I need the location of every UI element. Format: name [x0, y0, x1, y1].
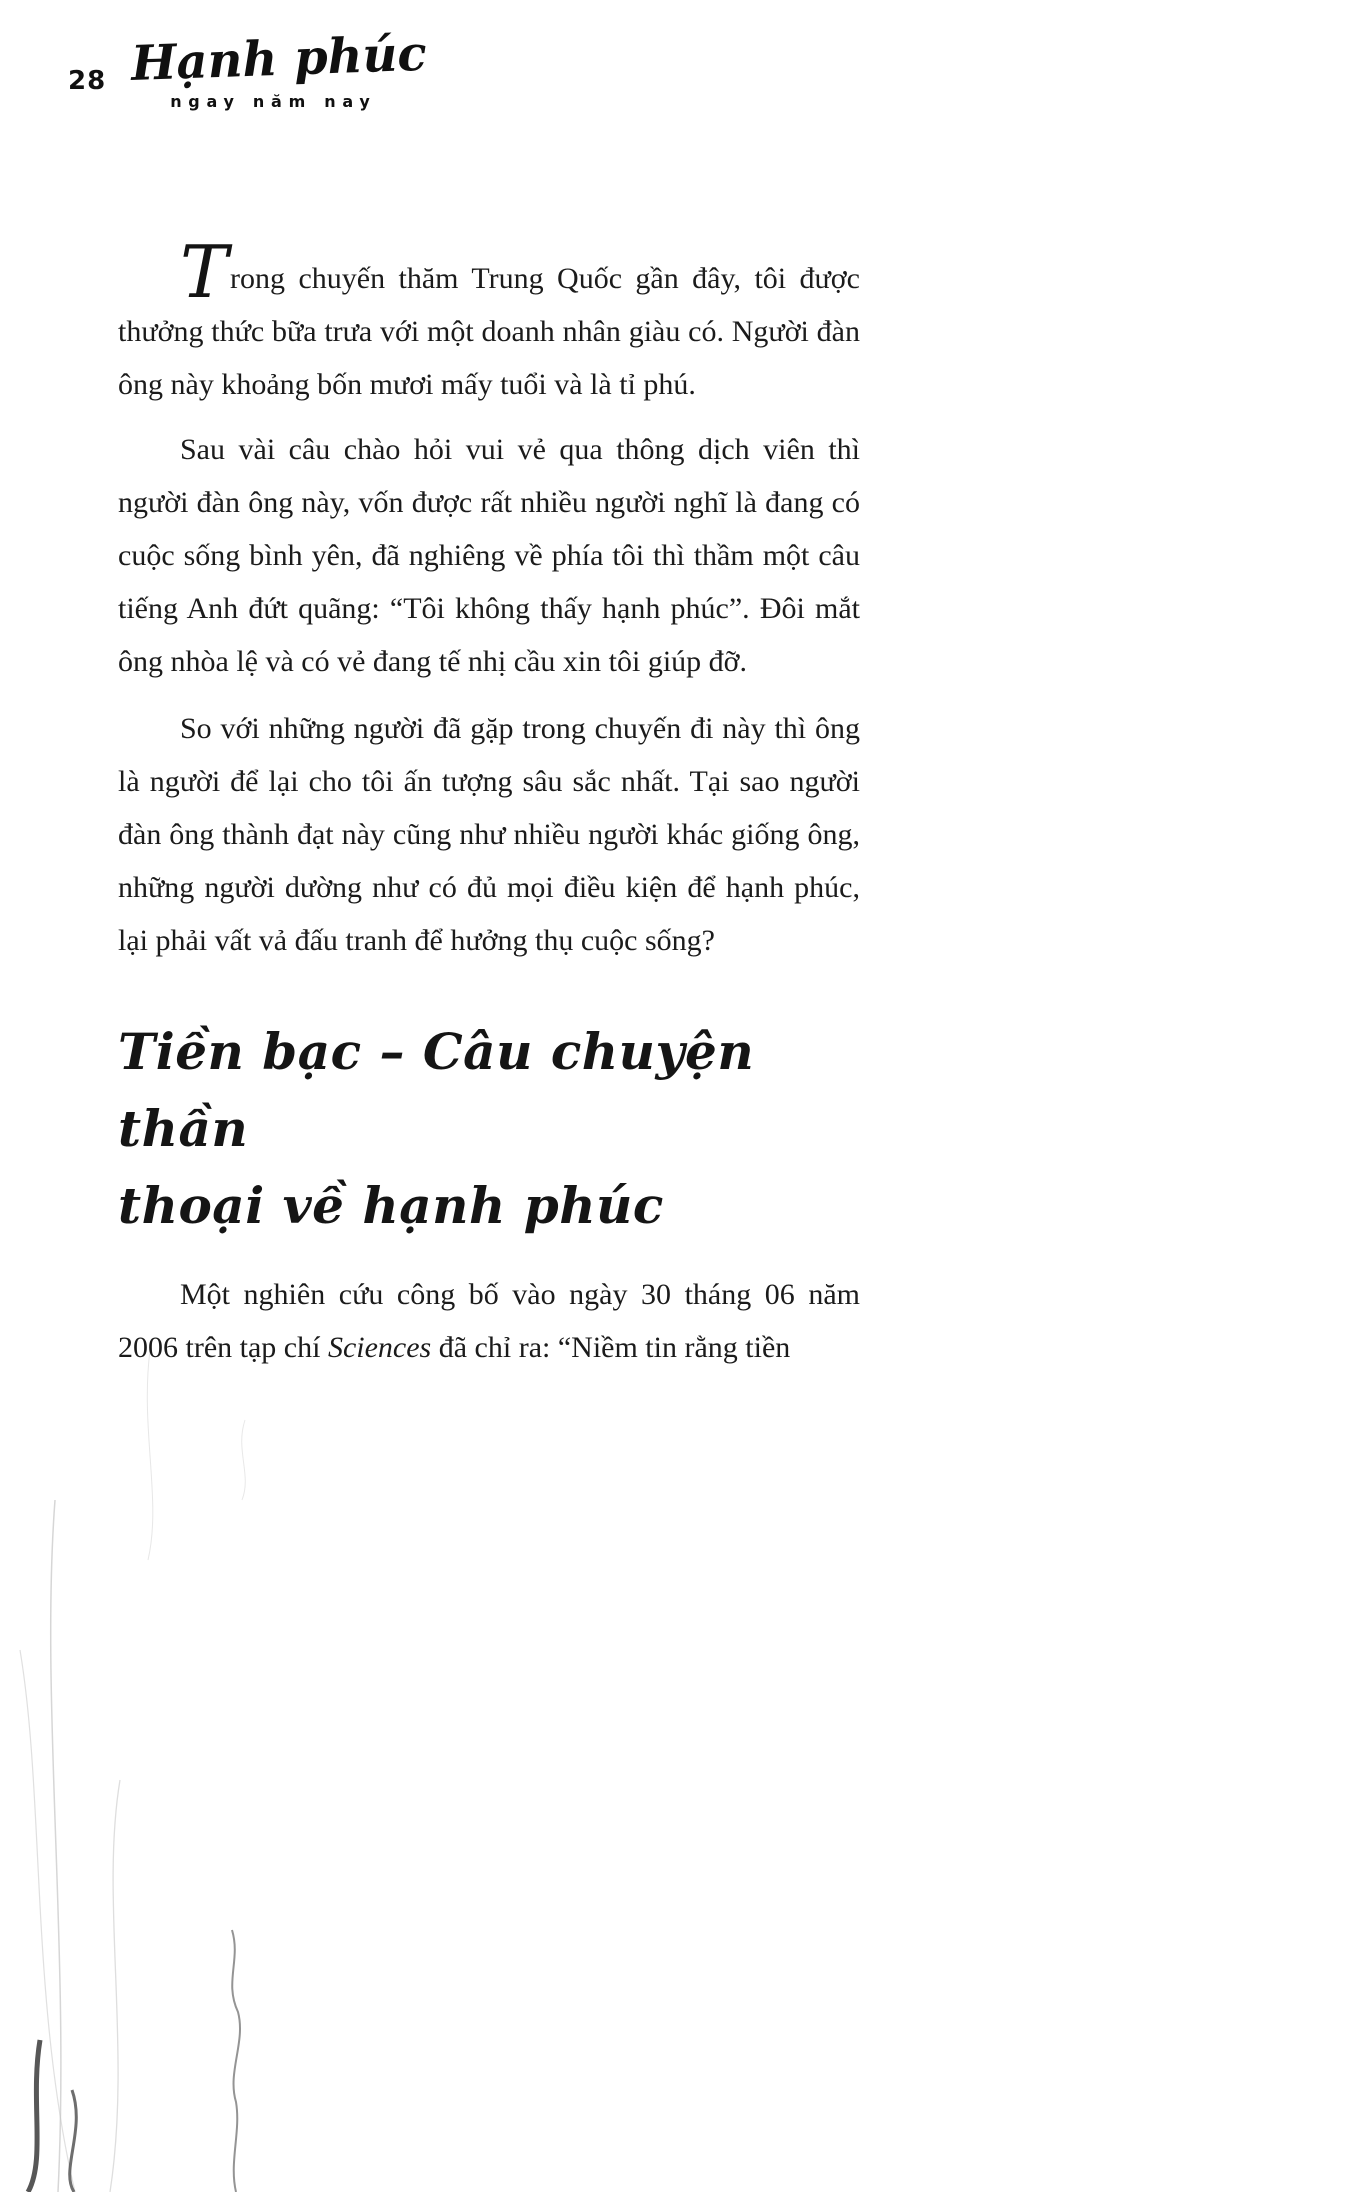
paragraph-text: rong chuyến thăm Trung Quốc gần đây, tôi được thưởng thức bữa trưa với một doanh nhân giàu có. Người đàn ông này khoảng bốn mươi mấy tuổi và là tỉ phú. [118, 262, 860, 401]
paragraph: So với những người đã gặp trong chuyến đi này thì ông là người để lại cho tôi ấn tượng sâu sắc nhất. Tại sao người đàn ông thành đạt này cũng như nhiều người khác giống ông, những người dường như có đủ mọi điều kiện để hạnh phúc, lại phải vất vả đấu tranh để hưởng thụ cuộc sống? [118, 712, 860, 957]
book-title-script: Hạnh phúc [130, 25, 428, 92]
journal-name: Sciences [327, 1331, 432, 1364]
paragraph-text: đã chỉ ra: “Niềm tin rằng tiền [431, 1331, 791, 1364]
section-heading [118, 1013, 860, 1244]
page-header [68, 25, 428, 111]
heading-line-1: Tiền bạc – Câu chuyện thần [118, 1022, 755, 1158]
paragraph: Sau vài câu chào hỏi vui vẻ qua thông dịch viên thì người đàn ông này, vốn được rất nhiều người nghĩ là đang có cuộc sống bình yên, đã nghiêng về phía tôi thì thầm một câu tiếng Anh đứt quãng: “Tôi không thấy hạnh phúc”. Đôi mắt ông nhòa lệ và có vẻ đang tế nhị cầu xin tôi giúp đỡ. [118, 433, 860, 678]
book-title-subtitle: ngay năm nay [170, 92, 377, 111]
paragraph [118, 1268, 860, 1374]
heading-line-2: thoại về hạnh phúc [118, 1176, 664, 1235]
page-number: 28 [68, 66, 107, 96]
drop-cap: T [180, 230, 227, 314]
paragraph-opening [118, 230, 860, 411]
paragraph-text: Một nghiên cứu công bố vào ngày 30 tháng 06 năm 2006 trên tạp chí [118, 1278, 860, 1364]
page-content [118, 230, 860, 1386]
book-logo [130, 25, 428, 111]
